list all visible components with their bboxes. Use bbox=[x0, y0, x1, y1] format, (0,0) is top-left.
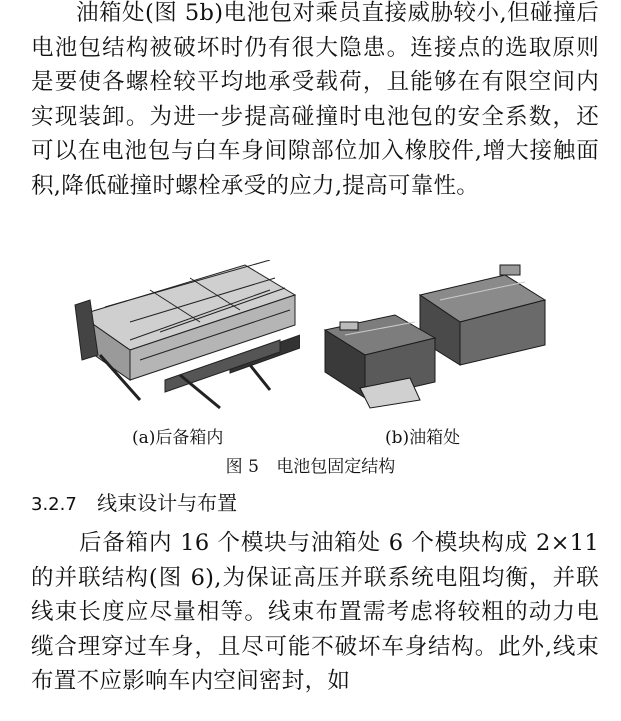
caption-a: (a)后备箱内 bbox=[132, 428, 224, 448]
figure-caption bbox=[0, 457, 621, 477]
caption-b: (b)油箱处 bbox=[385, 428, 461, 448]
section-heading bbox=[31, 491, 237, 517]
section-number: 3.2.7 bbox=[31, 494, 77, 515]
trunk-battery-pack-image bbox=[70, 260, 300, 410]
body-paragraph-2: 后备箱内 16 个模块与油箱处 6 个模块构成 2×11 的并联结构(图 6),为保证高压并联系统电阻均衡，并联线束长度应尽量相等。线束布置需考虑将较粗的动力电缆合理穿过车身，且尽可能不破坏车身结构。此外,线束布置不应影响车内空间密封，如 bbox=[31, 530, 599, 694]
figure-title: 电池包固定结构 bbox=[276, 457, 396, 477]
figure-label: 图 5 bbox=[225, 457, 259, 477]
figure-5 bbox=[70, 260, 550, 410]
fuel-tank-battery-pack-image bbox=[320, 260, 550, 410]
body-paragraph-1: 油箱处(图 5b)电池包对乘员直接威胁较小,但碰撞后电池包结构被破坏时仍有很大隐患。连接点的选取原则是要使各螺栓较平均地承受载荷，且能够在有限空间内实现装卸。为进一步提高碰撞时电池包的安全系数，还可以在电池包与白车身间隙部位加入橡胶件,增大接触面积,降低碰撞时螺栓承受的应力,提高可靠性。 bbox=[31, 0, 599, 199]
section-title: 线束设计与布置 bbox=[97, 491, 238, 515]
